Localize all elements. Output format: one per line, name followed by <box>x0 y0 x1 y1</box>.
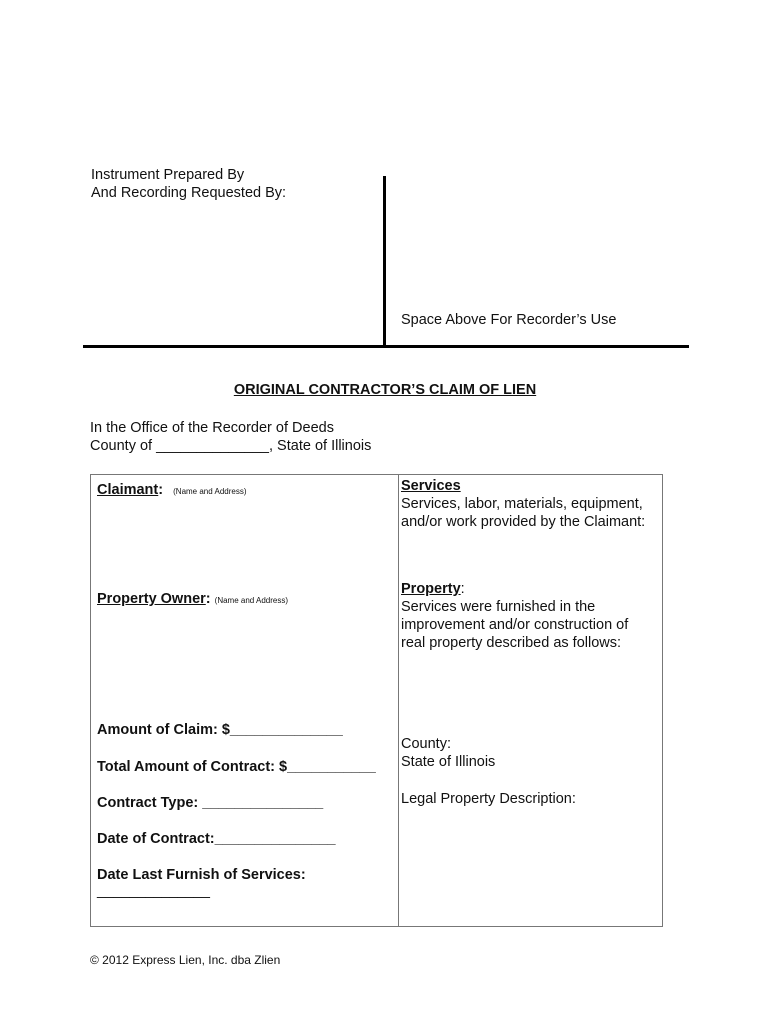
county-prefix: County of <box>90 438 157 454</box>
county-line <box>90 437 371 455</box>
office-line1: In the Office of the Recorder of Deeds <box>90 420 334 436</box>
header-horizontal-rule <box>83 345 689 348</box>
property-section <box>401 580 628 652</box>
property-line1: Services were furnished in the <box>401 599 596 615</box>
property-line3: real property described as follows: <box>401 635 622 651</box>
services-heading: Services <box>401 478 461 494</box>
legal-description-label: Legal Property Description: <box>401 791 576 807</box>
amount-of-claim-field: Amount of Claim: $______________ <box>97 722 343 738</box>
date-last-furnish-field <box>97 867 306 899</box>
recorder-space-label: Space Above For Recorder’s Use <box>401 312 617 328</box>
services-section <box>401 477 645 531</box>
state-suffix: , State of Illinois <box>269 438 372 454</box>
property-colon: : <box>460 581 465 597</box>
claimant-field <box>97 482 247 498</box>
claim-form-box <box>90 474 663 927</box>
county-label: County: <box>401 736 451 752</box>
property-owner-field <box>97 591 288 607</box>
owner-label: Property Owner <box>97 591 206 607</box>
total-contract-field: Total Amount of Contract: $___________ <box>97 759 376 775</box>
claimant-colon: : <box>158 482 164 498</box>
document-title: ORIGINAL CONTRACTOR’S CLAIM OF LIEN <box>233 382 537 398</box>
date-of-contract-field: Date of Contract:_______________ <box>97 831 336 847</box>
claimant-note: (Name and Address) <box>173 487 247 496</box>
column-divider <box>398 474 399 927</box>
county-blank: ______________ <box>156 438 269 454</box>
owner-colon: : <box>205 591 211 607</box>
date-last-furnish-blank: ______________ <box>97 883 210 899</box>
prepared-by-block <box>91 166 286 202</box>
owner-note: (Name and Address) <box>214 596 289 605</box>
state-label: State of Illinois <box>401 754 496 770</box>
prepared-by-line1: Instrument Prepared By <box>91 167 245 183</box>
property-heading: Property <box>401 581 461 597</box>
contract-type-field: Contract Type: _______________ <box>97 795 324 811</box>
claimant-label: Claimant <box>97 482 159 498</box>
services-line1: Services, labor, materials, equipment, <box>401 496 643 512</box>
office-block <box>90 419 371 455</box>
prepared-by-line2: And Recording Requested By: <box>91 185 287 201</box>
date-last-furnish-label: Date Last Furnish of Services: <box>97 867 306 883</box>
services-line2: and/or work provided by the Claimant: <box>401 514 646 530</box>
property-line2: improvement and/or construction of <box>401 617 629 633</box>
county-state-block <box>401 735 495 771</box>
header-vertical-rule <box>383 176 386 347</box>
copyright-footer: © 2012 Express Lien, Inc. dba Zlien <box>90 953 281 967</box>
